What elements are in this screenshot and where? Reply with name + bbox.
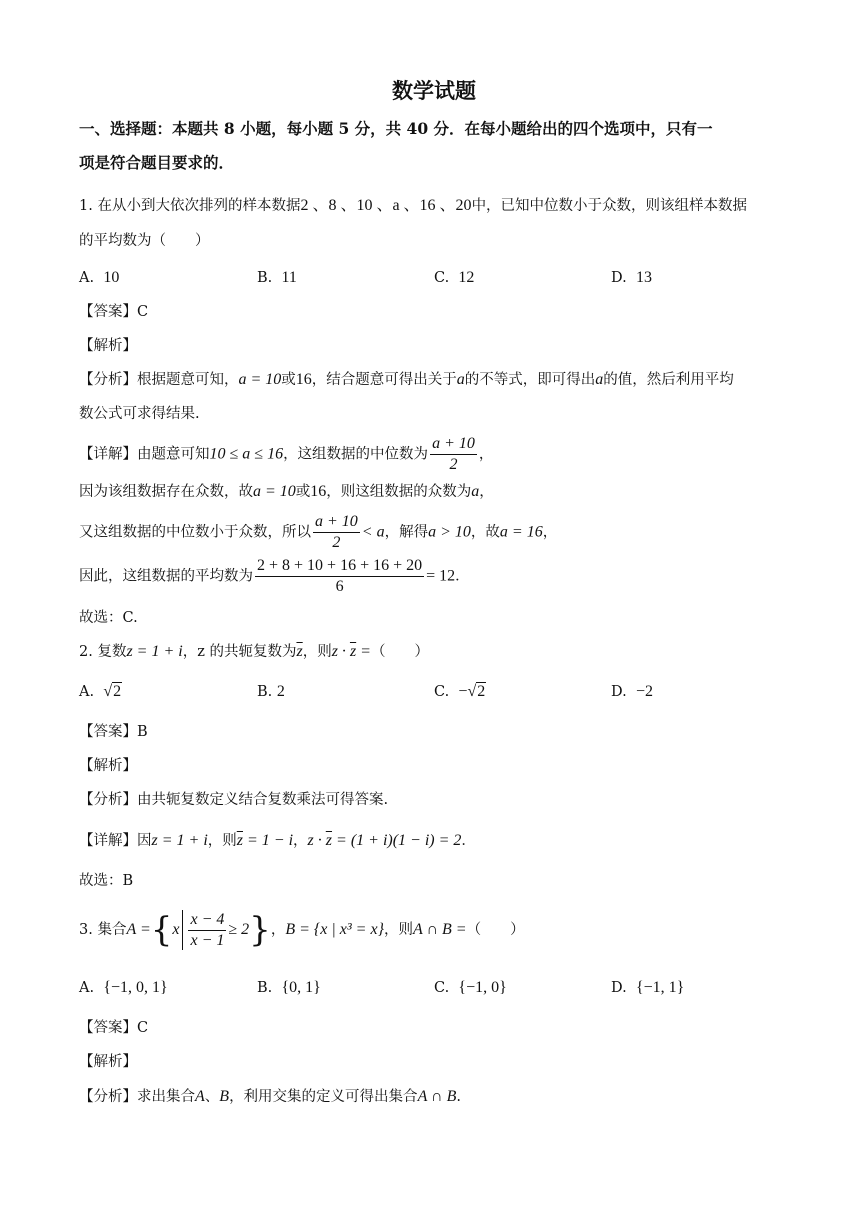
q3-option-b: B. {0, 1} bbox=[257, 979, 321, 996]
q3-option-c: C. {−1, 0} bbox=[434, 979, 507, 996]
q3-fenxi: 【分析】求出集合A、B，利用交集的定义可得出集合A ∩ B. bbox=[79, 1088, 461, 1105]
q2-option-a: A. √2 bbox=[79, 683, 122, 700]
q2-analysis-tag: 【解析】 bbox=[79, 758, 137, 774]
q1-data: 2 、8 、10 、a 、16 、20 bbox=[300, 197, 472, 214]
q1-stem-line2: 的平均数为（ ） bbox=[79, 233, 210, 249]
q3-stem: 3. 集合A ={x $\frac{x - 4}{x - 1}$ ≥ 2}，B = {x | x³ = x}，则A ∩ B =（ ） bbox=[79, 910, 525, 950]
q2-fenxi: 【分析】由共轭复数定义结合复数乘法可得答案. bbox=[79, 792, 389, 808]
q1-option-d: D. 13 bbox=[611, 269, 652, 286]
inequality-fraction: $\frac{a + 10}{2}$ bbox=[315, 513, 358, 551]
q2-xiangjie: 【详解】因z = 1 + i，则$\overline{z} = 1 - i$，$z \cdot \overline{z} = (1 + i)(1 - i) = 2$． bbox=[79, 832, 476, 849]
set-a-fraction: $\frac{x - 4}{x - 1}$ bbox=[190, 910, 225, 949]
q1-xiangjie-line: 【详解】由题意可知10 ≤ a ≤ 16，这组数据的中位数为 $\frac{a + 10}{2}$ ， bbox=[79, 435, 494, 473]
q2-choose: 故选：B bbox=[79, 873, 134, 889]
q2-option-c: C. −√2 bbox=[434, 683, 486, 700]
q2-option-d: D. −2 bbox=[611, 683, 653, 700]
q1-stem-line1 bbox=[79, 195, 747, 217]
page-title: 数学试题 bbox=[392, 78, 476, 103]
q2-answer: 【答案】B bbox=[79, 724, 148, 740]
q2-stem: 2. 复数z = 1 + i，z 的共轭复数为$\overline{z}$，则$z \cdot \overline{z}$ =（ ） bbox=[79, 643, 429, 660]
section-heading-line2: 项是符合题目要求的． bbox=[79, 153, 235, 172]
q1-fenxi-line1: 【分析】根据题意可知，a = 10或16，结合题意可得出关于a的不等式，即可得出a的值，然后利用平均 bbox=[79, 371, 734, 388]
q1-choose: 故选：C. bbox=[79, 610, 138, 626]
q3-analysis-tag: 【解析】 bbox=[79, 1054, 137, 1070]
q1-analysis-tag: 【解析】 bbox=[79, 338, 137, 354]
section-heading-line1: 一、选择题：本题共 8 小题，每小题 5 分，共 40 分．在每小题给出的四个选项中，只有一 bbox=[79, 119, 713, 138]
q1-option-b: B. 11 bbox=[257, 269, 297, 286]
q1-inequality-line: 又这组数据的中位数小于众数，所以 $\frac{a + 10}{2}$ < a，解得a > 10，故a = 16， bbox=[79, 513, 558, 551]
median-fraction: $\frac{a + 10}{2}$ bbox=[432, 435, 475, 473]
q1-option-a: A. 10 bbox=[79, 269, 120, 286]
q1-suffix: 中，已知中位数小于众数，则该组样本数据 bbox=[471, 198, 748, 214]
q1-option-c: C. 12 bbox=[434, 269, 475, 286]
mean-fraction: $\frac{2 + 8 + 10 + 16 + 16 + 20}{6}$ bbox=[257, 557, 423, 595]
q3-answer: 【答案】C bbox=[79, 1020, 149, 1036]
q3-option-d: D. {−1, 1} bbox=[611, 979, 685, 996]
q1-prefix: 1. 在从小到大依次排列的样本数据 bbox=[79, 198, 301, 214]
q2-option-b: B. 2 bbox=[257, 683, 285, 700]
q1-fenxi-line2: 数公式可求得结果. bbox=[79, 406, 200, 422]
q1-mode-line: 因为该组数据存在众数，故a = 10或16，则这组数据的众数为a， bbox=[79, 483, 494, 500]
q1-mean-line: 因此，这组数据的平均数为 $\frac{2 + 8 + 10 + 16 + 16 + 20}{6}$ = 12． bbox=[79, 557, 470, 595]
q3-option-a: A. {−1, 0, 1} bbox=[79, 979, 168, 996]
q1-answer: 【答案】C bbox=[79, 304, 149, 320]
